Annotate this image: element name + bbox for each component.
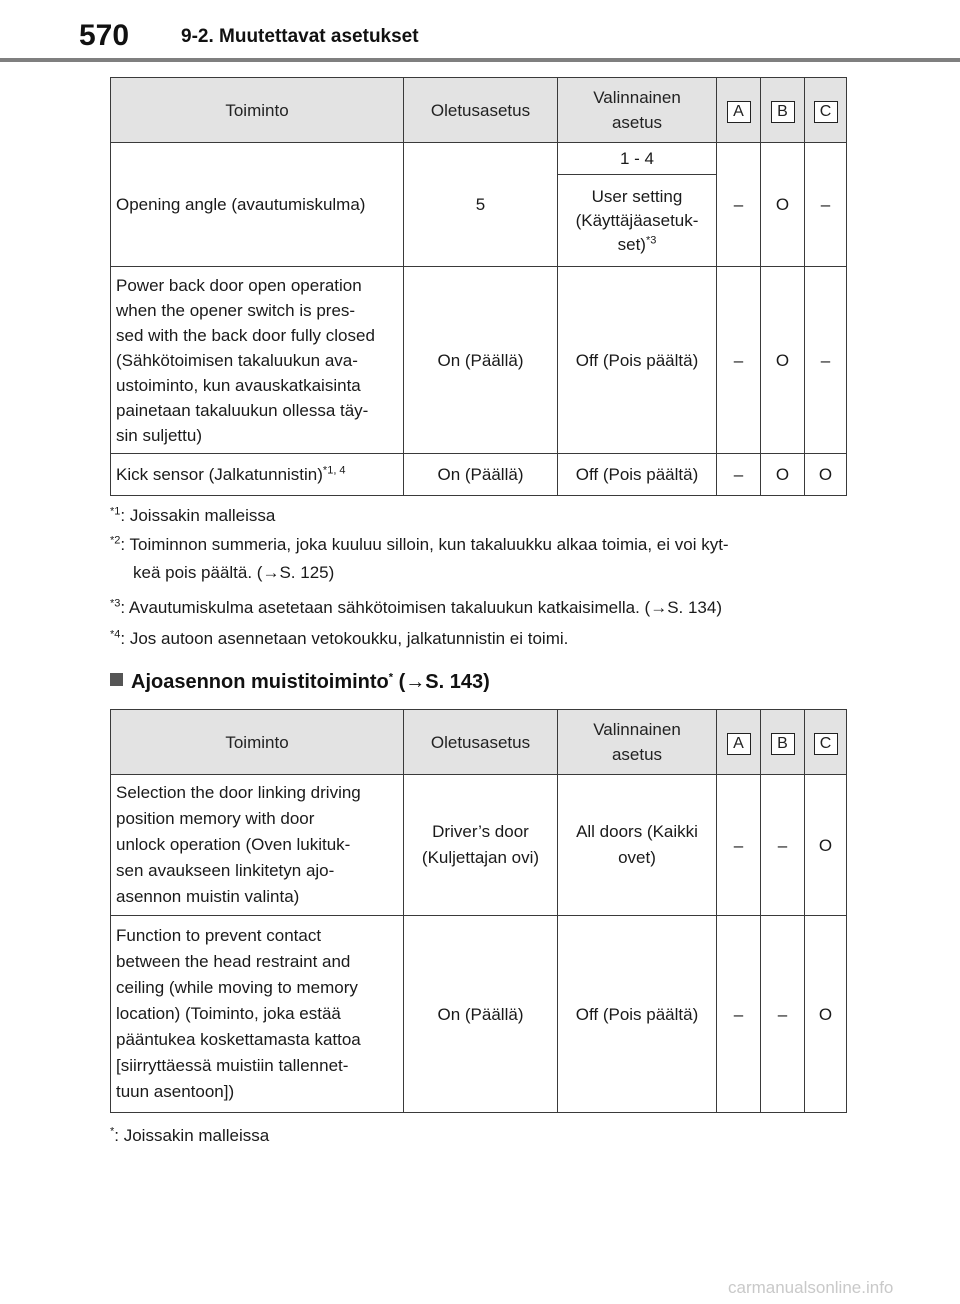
col-header-function: Toiminto	[111, 78, 404, 143]
cell-b: –	[761, 775, 805, 916]
cell-a: –	[717, 916, 761, 1113]
table-row	[111, 143, 847, 175]
cell-optional: User setting (Käyttäjäasetuk- set)$^{*3}$	[558, 175, 717, 267]
cell-a: –	[717, 775, 761, 916]
col-header-b: B	[761, 78, 805, 143]
cell-optional: Off (Pois päältä)	[558, 916, 717, 1113]
subheading-driving-position-memory: Ajoasennon muistitoiminto* (→S. 143)	[110, 667, 490, 697]
col-header-optional: Valinnainen asetus	[558, 78, 717, 143]
cell-optional: All doors (Kaikki ovet)	[558, 775, 717, 916]
settings-table-power-back-door	[110, 77, 847, 496]
footnote-4: $^{*4}$: Jos autoon asennetaan vetokoukku, jalkatunnistin ei toimi.	[110, 628, 569, 648]
cell-function: Function to prevent contact between the head restraint and ceiling (while moving to memory location) (Toiminto, joka estää pääntukea koskettamasta kattoa [siirryttäessä muistiin tallennet- tuun asentoon])	[111, 916, 404, 1113]
header-divider	[0, 58, 960, 62]
col-header-function: Toiminto	[111, 710, 404, 775]
cell-c: O	[805, 916, 847, 1113]
footnote-3: $^{*3}$: Avautumiskulma asetetaan sähkötoimisen takaluukun katkaisimella. (→S. 134)	[110, 597, 723, 617]
col-header-c: C	[805, 710, 847, 775]
table-row	[111, 267, 847, 454]
cell-default: On (Päällä)	[404, 267, 558, 454]
cell-b: O	[761, 143, 805, 267]
cell-optional: Off (Pois päältä)	[558, 454, 717, 496]
cell-b: –	[761, 916, 805, 1113]
footnote-2: $^{*2}$: Toiminnon summeria, joka kuuluu silloin, kun takaluukku alkaa toimia, ei voi kyt- keä pois päältä. (→S. 125)	[110, 534, 729, 582]
footnote-1: $^{*1}$: Joissakin malleissa	[110, 505, 276, 525]
cell-a: –	[717, 143, 761, 267]
cell-c: O	[805, 454, 847, 496]
cell-function: Kick sensor (Jalkatunnistin)$^{*1, 4}$	[111, 454, 404, 496]
cell-function: Selection the door linking driving position memory with door unlock operation (Oven lukituk- sen avaukseen linkitetyn ajo- asennon muistin valinta)	[111, 775, 404, 916]
cell-c: –	[805, 143, 847, 267]
col-header-default: Oletusasetus	[404, 710, 558, 775]
cell-optional: Off (Pois päältä)	[558, 267, 717, 454]
cell-default: On (Päällä)	[404, 454, 558, 496]
cell-default: Driver’s door (Kuljettajan ovi)	[404, 775, 558, 916]
cell-function: Power back door open operation when the opener switch is pres- sed with the back door fully closed (Sähkötoimisen takaluukun ava- ustoiminto, kun avauskatkaisinta painetaan takaluukun ollessa täy- sin suljettu)	[111, 267, 404, 454]
section-title: 9-2. Muutettavat asetukset	[181, 26, 419, 47]
col-header-a: A	[717, 78, 761, 143]
cell-default: 5	[404, 143, 558, 267]
square-bullet-icon	[110, 673, 123, 686]
watermark[interactable]: carmanualsonline.info	[728, 1278, 894, 1297]
col-header-c: C	[805, 78, 847, 143]
col-header-default: Oletusasetus	[404, 78, 558, 143]
cell-default: On (Päällä)	[404, 916, 558, 1113]
table-header-row	[111, 710, 847, 775]
cell-a: –	[717, 454, 761, 496]
cell-a: –	[717, 267, 761, 454]
settings-table-driving-position-memory	[110, 709, 847, 1113]
cell-c: –	[805, 267, 847, 454]
table-row	[111, 454, 847, 496]
cell-c: O	[805, 775, 847, 916]
cell-b: O	[761, 267, 805, 454]
table-row	[111, 916, 847, 1113]
col-header-optional: Valinnainen asetus	[558, 710, 717, 775]
cell-b: O	[761, 454, 805, 496]
page-header	[0, 0, 960, 64]
page-number: 570	[79, 19, 130, 52]
table-header-row	[111, 78, 847, 143]
cell-function: Opening angle (avautumiskulma)	[111, 143, 404, 267]
footnote-models: *: Joissakin malleissa	[110, 1125, 270, 1145]
cell-optional: 1 - 4	[558, 143, 717, 175]
col-header-a: A	[717, 710, 761, 775]
table-row	[111, 775, 847, 916]
col-header-b: B	[761, 710, 805, 775]
